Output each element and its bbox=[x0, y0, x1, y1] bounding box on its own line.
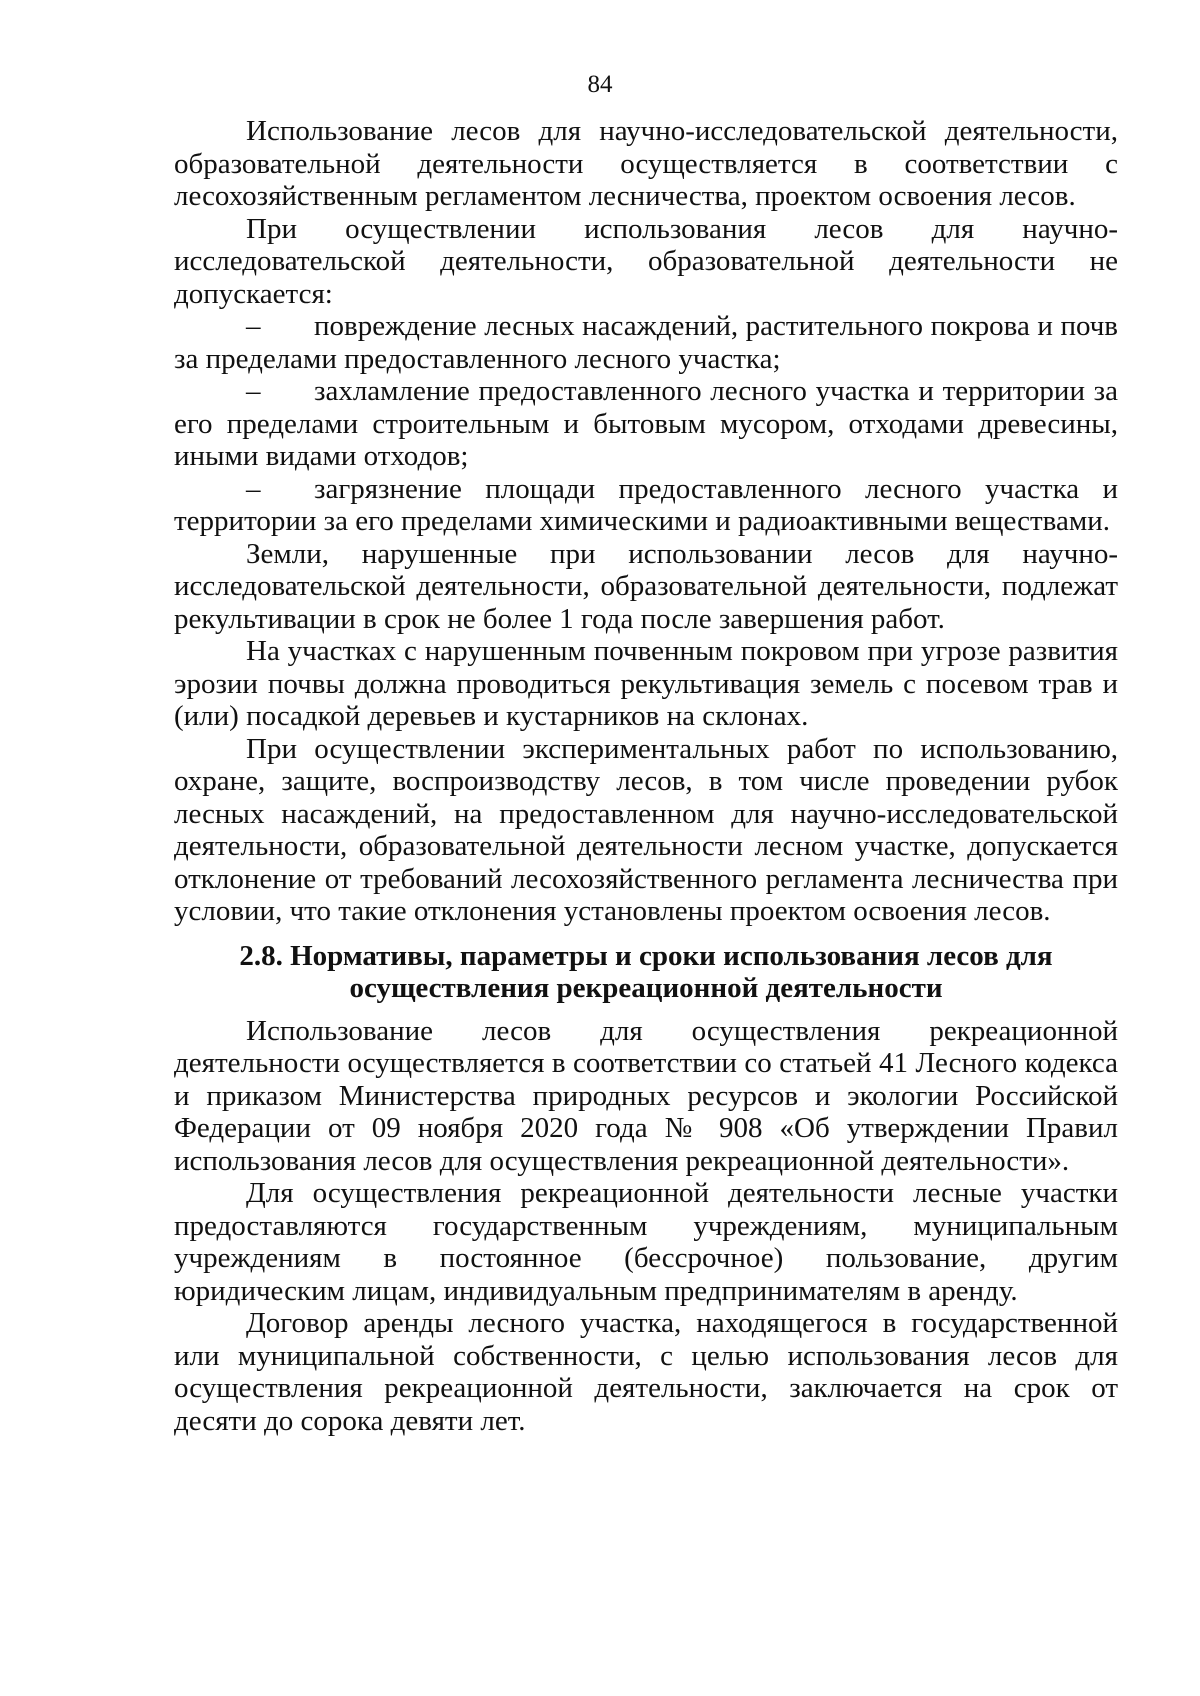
list-dash: – bbox=[246, 472, 261, 505]
list-item bbox=[174, 310, 1118, 375]
list-item-text: загрязнение площади предоставленного лесного участка и территории за его пределами химическими и радиоактивными веществами. bbox=[174, 472, 1118, 537]
paragraph: Договор аренды лесного участка, находящегося в государственной или муниципальной собственности, с целью использования лесов для осуществления рекреационной деятельности, заключается на срок от десяти до сорока девяти лет. bbox=[174, 1307, 1118, 1437]
page-number: 84 bbox=[587, 71, 613, 98]
list-item-text: повреждение лесных насаждений, растительного покрова и почв за пределами предоставленного лесного участка; bbox=[174, 310, 1118, 375]
list-item bbox=[174, 473, 1118, 538]
section-heading: 2.8. Нормативы, параметры и сроки использования лесов для осуществления рекреационной деятельности bbox=[239, 939, 1053, 1004]
paragraph: Земли, нарушенные при использовании лесов для научно-исследовательской деятельности, образовательной деятельности, подлежат рекультивации в срок не более 1 года после завершения работ. bbox=[174, 537, 1118, 635]
document-body bbox=[174, 115, 1118, 1437]
paragraph: Использование лесов для научно-исследовательской деятельности, образовательной деятельности осуществляется в соответствии с лесохозяйственным регламентом лесничества, проектом освоения лесов. bbox=[174, 115, 1118, 212]
list-item bbox=[174, 375, 1118, 473]
paragraph: При осуществлении использования лесов для научно-исследовательской деятельности, образовательной деятельности не допускается: bbox=[174, 212, 1118, 310]
list-dash: – bbox=[246, 375, 261, 407]
list-dash: – bbox=[246, 310, 261, 342]
paragraph: Для осуществления рекреационной деятельности лесные участки предоставляются государственным учреждениям, муниципальным учреждениям в постоянное (бессрочное) пользование, другим юридическим лицам, индивидуальным предпринимателям в аренду. bbox=[174, 1177, 1118, 1307]
paragraph: Использование лесов для осуществления рекреационной деятельности осуществляется в соответствии со статьей 41 Лесного кодекса и приказом Министерства природных ресурсов и экологии Российской Федерации от 09 ноября 2020 года № 908 «Об утверждении Правил использования лесов для осуществления рекреационной деятельности». bbox=[174, 1014, 1118, 1177]
paragraph: На участках с нарушенным почвенным покровом при угрозе развития эрозии почвы должна проводиться рекультивация земель с посевом трав и (или) посадкой деревьев и кустарников на склонах. bbox=[174, 635, 1118, 732]
paragraph: При осуществлении экспериментальных работ по использованию, охране, защите, воспроизводству лесов, в том числе проведении рубок лесных насаждений, на предоставленном для научно-исследовательской деятельности, образовательной деятельности лесном участке, допускается отклонение от требований лесохозяйственного регламента лесничества при условии, что такие отклонения установлены проектом освоения лесов. bbox=[174, 732, 1118, 927]
list-item-text: захламление предоставленного лесного участка и территории за его пределами строительным и бытовым мусором, отходами древесины, иными видами отходов; bbox=[174, 375, 1118, 472]
